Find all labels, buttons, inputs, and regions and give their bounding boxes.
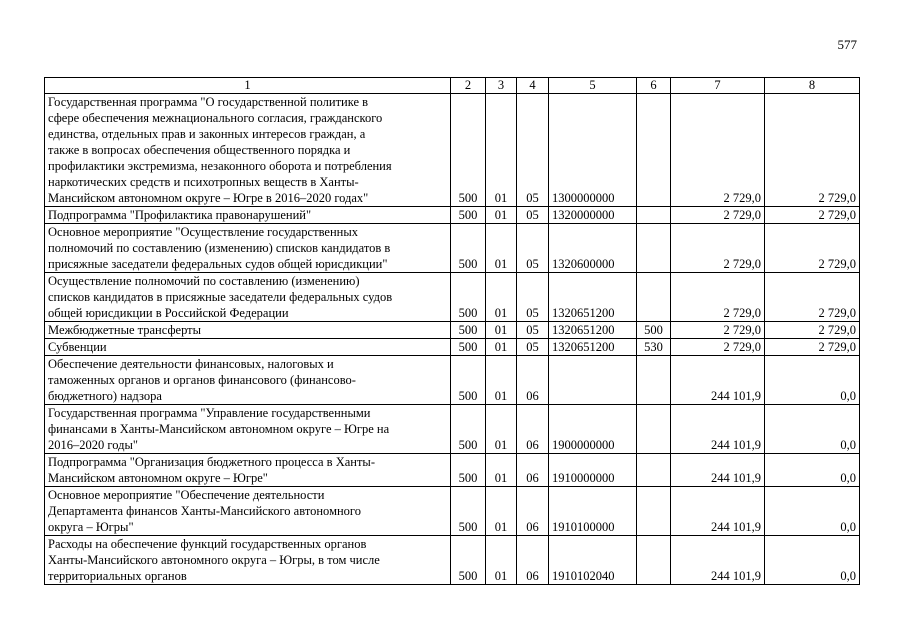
row-name-line: Расходы на обеспечение функций государственных органов <box>48 537 367 551</box>
admin-code-cell: 500 <box>451 94 486 207</box>
table-row <box>45 94 860 207</box>
amount-col8-cell: 2 729,0 <box>765 322 860 339</box>
amount-col8-cell: 0,0 <box>765 356 860 405</box>
target-article-cell: 1910102040 <box>549 536 637 585</box>
row-name-line: Государственная программа "О государственной политике в <box>48 95 369 109</box>
table-body <box>45 78 860 585</box>
column-header-7: 7 <box>671 78 765 94</box>
admin-code-cell: 500 <box>451 487 486 536</box>
row-name-line: Межбюджетные трансферты <box>48 323 202 337</box>
section-cell: 01 <box>486 405 517 454</box>
row-name-cell <box>45 94 451 207</box>
row-name-line: Обеспечение деятельности финансовых, налоговых и <box>48 357 334 371</box>
column-header-8: 8 <box>765 78 860 94</box>
row-name-line: Основное мероприятие "Обеспечение деятельности <box>48 488 325 502</box>
row-name-line: Субвенции <box>48 340 107 354</box>
target-article-cell: 1910000000 <box>549 454 637 487</box>
target-article-cell: 1320000000 <box>549 207 637 224</box>
subsection-cell: 06 <box>517 536 549 585</box>
table-row <box>45 405 860 454</box>
target-article-cell: 1320651200 <box>549 322 637 339</box>
section-cell: 01 <box>486 339 517 356</box>
row-name-cell <box>45 273 451 322</box>
target-article-cell: 1900000000 <box>549 405 637 454</box>
row-name-cell <box>45 536 451 585</box>
row-name-cell <box>45 224 451 273</box>
amount-col8-cell: 0,0 <box>765 487 860 536</box>
amount-col8-cell: 0,0 <box>765 536 860 585</box>
row-name-line: списков кандидатов в присяжные заседатели федеральных судов <box>48 290 393 304</box>
table-row <box>45 339 860 356</box>
subsection-cell: 06 <box>517 454 549 487</box>
table-row <box>45 224 860 273</box>
row-name-line: Подпрограмма "Профилактика правонарушений" <box>48 208 312 222</box>
amount-col8-cell: 2 729,0 <box>765 207 860 224</box>
target-article-cell: 1910100000 <box>549 487 637 536</box>
row-name-cell <box>45 487 451 536</box>
subsection-cell: 06 <box>517 487 549 536</box>
subsection-cell: 06 <box>517 405 549 454</box>
row-name-line: сфере обеспечения межнационального согласия, гражданского <box>48 111 383 125</box>
row-name-line: наркотических средств и психотропных веществ в Ханты- <box>48 175 359 189</box>
row-name-line: финансами в Ханты-Мансийском автономном округе – Югре на <box>48 422 390 436</box>
table-row <box>45 536 860 585</box>
budget-table <box>44 77 860 585</box>
row-name-line: территориальных органов <box>48 569 187 583</box>
amount-col7-cell: 2 729,0 <box>671 339 765 356</box>
amount-col7-cell: 2 729,0 <box>671 224 765 273</box>
row-name-cell <box>45 322 451 339</box>
section-cell: 01 <box>486 454 517 487</box>
amount-col8-cell: 2 729,0 <box>765 339 860 356</box>
section-cell: 01 <box>486 487 517 536</box>
row-name-cell <box>45 339 451 356</box>
admin-code-cell: 500 <box>451 339 486 356</box>
amount-col7-cell: 244 101,9 <box>671 487 765 536</box>
table-row <box>45 454 860 487</box>
admin-code-cell: 500 <box>451 273 486 322</box>
admin-code-cell: 500 <box>451 322 486 339</box>
admin-code-cell: 500 <box>451 405 486 454</box>
row-name-line: Основное мероприятие "Осуществление государственных <box>48 225 358 239</box>
table-row <box>45 322 860 339</box>
target-article-cell: 1320651200 <box>549 273 637 322</box>
section-cell: 01 <box>486 273 517 322</box>
expense-type-cell: 500 <box>637 322 671 339</box>
subsection-cell: 05 <box>517 339 549 356</box>
row-name-line: общей юрисдикции в Российской Федерации <box>48 306 289 320</box>
amount-col7-cell: 244 101,9 <box>671 405 765 454</box>
amount-col7-cell: 244 101,9 <box>671 356 765 405</box>
row-name-line: Осуществление полномочий по составлению (изменению) <box>48 274 360 288</box>
row-name-line: таможенных органов и органов финансового (финансово- <box>48 373 356 387</box>
expense-type-cell <box>637 273 671 322</box>
target-article-cell <box>549 356 637 405</box>
subsection-cell: 05 <box>517 224 549 273</box>
expense-type-cell <box>637 487 671 536</box>
admin-code-cell: 500 <box>451 536 486 585</box>
table-row <box>45 487 860 536</box>
subsection-cell: 05 <box>517 273 549 322</box>
expense-type-cell <box>637 536 671 585</box>
row-name-line: полномочий по составлению (изменению) списков кандидатов в <box>48 241 391 255</box>
amount-col7-cell: 244 101,9 <box>671 536 765 585</box>
section-cell: 01 <box>486 207 517 224</box>
row-name-line: единства, отдельных прав и законных интересов граждан, а <box>48 127 366 141</box>
section-cell: 01 <box>486 94 517 207</box>
expense-type-cell <box>637 94 671 207</box>
row-name-cell <box>45 405 451 454</box>
amount-col7-cell: 244 101,9 <box>671 454 765 487</box>
column-header-6: 6 <box>637 78 671 94</box>
section-cell: 01 <box>486 356 517 405</box>
column-header-3: 3 <box>486 78 517 94</box>
amount-col7-cell: 2 729,0 <box>671 207 765 224</box>
table-row <box>45 356 860 405</box>
column-header-1: 1 <box>45 78 451 94</box>
expense-type-cell <box>637 454 671 487</box>
row-name-line: 2016–2020 годы" <box>48 438 138 452</box>
amount-col7-cell: 2 729,0 <box>671 273 765 322</box>
column-header-2: 2 <box>451 78 486 94</box>
amount-col7-cell: 2 729,0 <box>671 322 765 339</box>
amount-col8-cell: 0,0 <box>765 454 860 487</box>
amount-col8-cell: 2 729,0 <box>765 224 860 273</box>
expense-type-cell <box>637 356 671 405</box>
subsection-cell: 05 <box>517 322 549 339</box>
row-name-line: Мансийском автономном округе – Югре" <box>48 471 268 485</box>
table-row <box>45 273 860 322</box>
row-name-cell <box>45 207 451 224</box>
admin-code-cell: 500 <box>451 454 486 487</box>
row-name-line: профилактики экстремизма, незаконного оборота и потребления <box>48 159 392 173</box>
row-name-line: округа – Югры" <box>48 520 134 534</box>
row-name-line: Ханты-Мансийского автономного округа – Югры, в том числе <box>48 553 380 567</box>
row-name-cell <box>45 454 451 487</box>
row-name-cell <box>45 356 451 405</box>
amount-col8-cell: 0,0 <box>765 405 860 454</box>
row-name-line: Департамента финансов Ханты-Мансийского автономного <box>48 504 361 518</box>
amount-col8-cell: 2 729,0 <box>765 273 860 322</box>
amount-col8-cell: 2 729,0 <box>765 94 860 207</box>
subsection-cell: 05 <box>517 94 549 207</box>
admin-code-cell: 500 <box>451 224 486 273</box>
admin-code-cell: 500 <box>451 207 486 224</box>
expense-type-cell <box>637 405 671 454</box>
section-cell: 01 <box>486 224 517 273</box>
target-article-cell: 1320651200 <box>549 339 637 356</box>
row-name-line: также в вопросах обеспечения общественного порядка и <box>48 143 351 157</box>
section-cell: 01 <box>486 322 517 339</box>
row-name-line: Государственная программа "Управление государственными <box>48 406 371 420</box>
target-article-cell: 1320600000 <box>549 224 637 273</box>
row-name-line: Мансийском автономном округе – Югре в 2016–2020 годах" <box>48 191 369 205</box>
expense-type-cell: 530 <box>637 339 671 356</box>
row-name-line: Подпрограмма "Организация бюджетного процесса в Ханты- <box>48 455 375 469</box>
admin-code-cell: 500 <box>451 356 486 405</box>
column-number-row <box>45 78 860 94</box>
row-name-line: бюджетного) надзора <box>48 389 162 403</box>
subsection-cell: 06 <box>517 356 549 405</box>
column-header-4: 4 <box>517 78 549 94</box>
expense-type-cell <box>637 207 671 224</box>
expense-type-cell <box>637 224 671 273</box>
amount-col7-cell: 2 729,0 <box>671 94 765 207</box>
column-header-5: 5 <box>549 78 637 94</box>
target-article-cell: 1300000000 <box>549 94 637 207</box>
row-name-line: присяжные заседатели федеральных судов общей юрисдикции" <box>48 257 388 271</box>
page-number: 577 <box>837 37 857 52</box>
table-row <box>45 207 860 224</box>
subsection-cell: 05 <box>517 207 549 224</box>
section-cell: 01 <box>486 536 517 585</box>
